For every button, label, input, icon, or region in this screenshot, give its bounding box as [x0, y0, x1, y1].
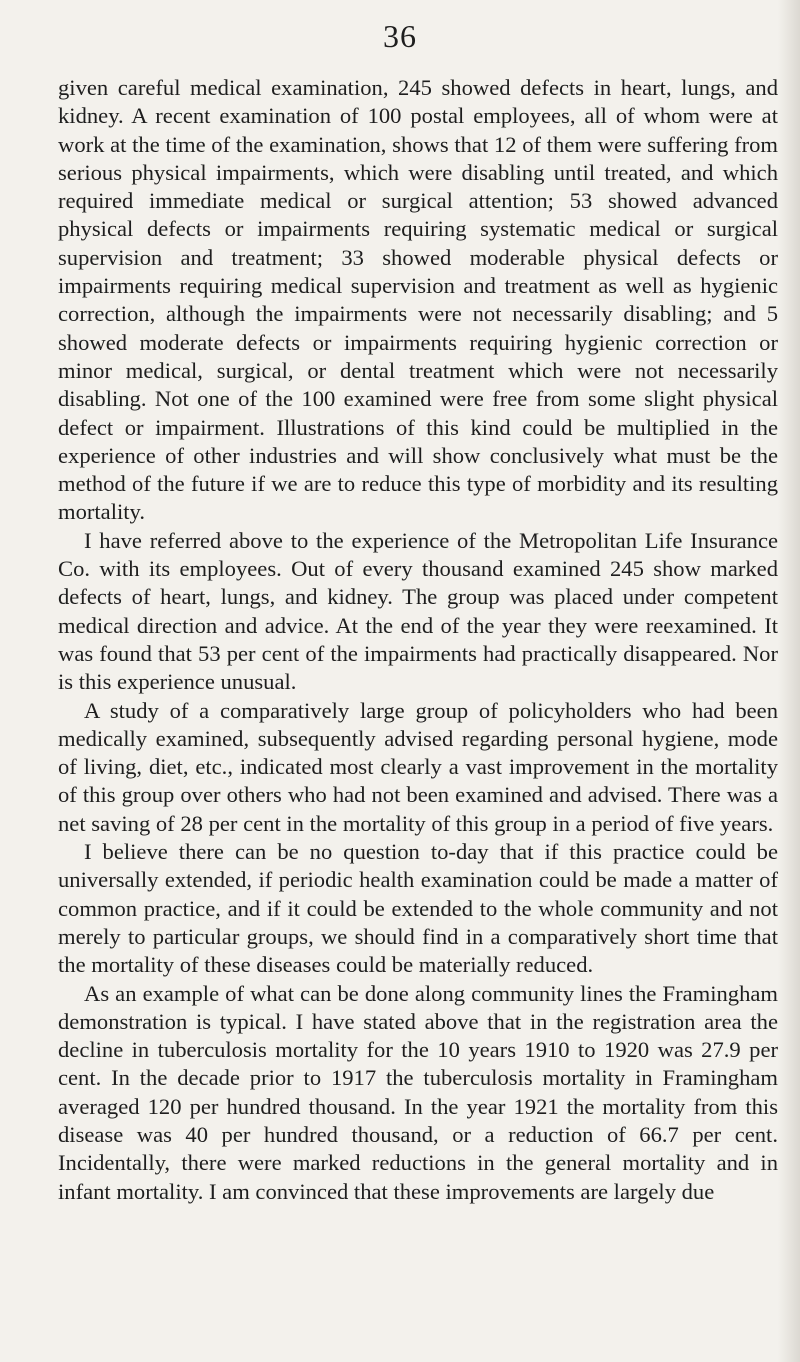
- paragraph-metropolitan-experience: I have referred above to the experience of the Metropolitan Life Insurance Co. with its employees. Out of every thousand examined 245 show marked defects of heart, lungs, and kidney. The group was placed under competent medical direction and advice. At the end of the year they were reexamined. It was found that 53 per cent of the impairments had practically disappeared. Nor is this experience unusual.: [58, 527, 778, 695]
- paragraph-periodic-examination: I believe there can be no question to-day that if this practice could be universally extended, if periodic health examination could be made a matter of common practice, and if it could be extended to the whole community and not merely to particular groups, we should find in a comparatively short time that the mortality of these diseases could be materially reduced.: [58, 839, 778, 978]
- paragraph-policyholders-study: A study of a comparatively large group of policyholders who had been medically examined, subsequently advised regarding personal hygiene, mode of living, diet, etc., indicated most clearly a vast improvement in the mortality of this group over others who had not been examined and advised. There was a net saving of 28 per cent in the mortality of this group in a period of five years.: [58, 697, 778, 836]
- paragraph-framingham-demonstration: As an example of what can be done along community lines the Framingham demonstration is typical. I have stated above that in the registration area the decline in tuberculosis mortality for the 10 years 1910 to 1920 was 27.9 per cent. In the decade prior to 1917 the tuberculosis mortality in Framingham averaged 120 per hundred thousand. In the year 1921 the mortality from this disease was 40 per hundred thousand, or a reduction of 66.7 per cent. Incidentally, there were marked reductions in the general mortality and in infant mortality. I am convinced that these improvements are largely due: [58, 980, 778, 1204]
- text-body: [58, 74, 778, 1206]
- paragraph-continuation: given careful medical examination, 245 showed defects in heart, lungs, and kidney. A recent examination of 100 postal employees, all of whom were at work at the time of the examination, shows that 12 of them were suffering from serious physical impairments, which were disabling until treated, and which required immediate medical or surgical attention; 53 showed advanced physical defects or impairments requiring systematic medical or surgical supervision and treatment; 33 showed moderable physical defects or impairments requiring medical supervision and treatment as well as hygienic correction, although the impairments were not necessarily disabling; and 5 showed moderate defects or impairments requiring hygienic correction or minor medical, surgical, or dental treatment which were not necessarily disabling. Not one of the 100 examined were free from some slight physical defect or impairment. Illustrations of this kind could be multiplied in the experience of other industries and will show conclusively what must be the method of the future if we are to reduce this type of morbidity and its resulting mortality.: [58, 75, 778, 525]
- page-edge-shadow: [778, 0, 800, 1362]
- page-number: 36: [383, 18, 417, 54]
